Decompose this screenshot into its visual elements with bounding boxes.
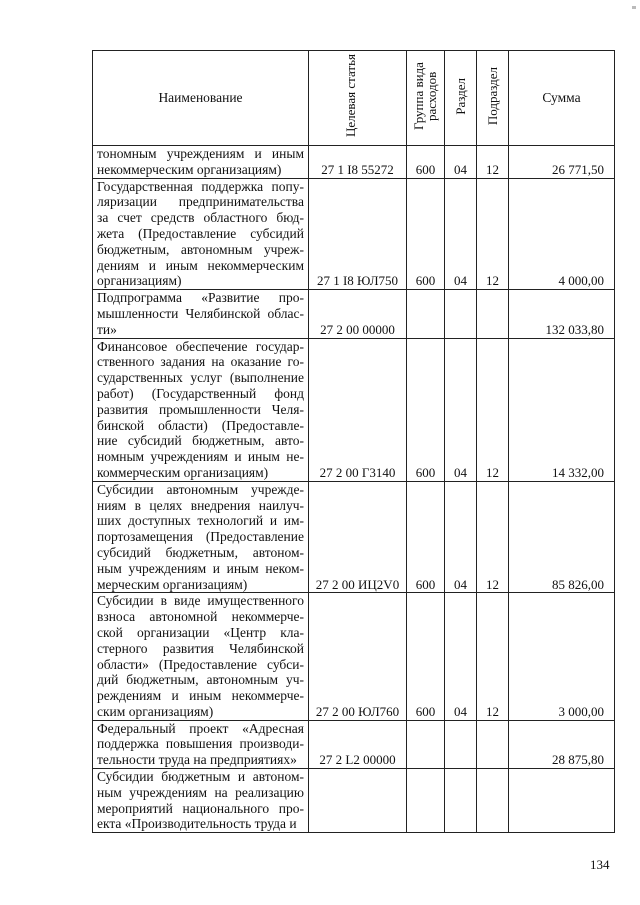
row-sum: 14 332,00 <box>552 464 604 480</box>
row-section: 04 <box>454 464 467 480</box>
header-sum: Сумма <box>509 51 615 146</box>
row-target-article: 27 2 00 Г3140 <box>319 464 396 480</box>
row-name-line: ших доступных технологий и им- <box>97 513 304 529</box>
row-target-article-cell <box>309 290 407 338</box>
header-expense-group: Группа вида расходов <box>407 51 445 146</box>
row-name-line: ственного задания на оказание го- <box>97 354 304 370</box>
row-name-line: мероприятий национального про- <box>97 800 304 816</box>
row-subsection: 12 <box>486 703 499 719</box>
row-name <box>93 481 309 593</box>
row-section-cell <box>445 146 477 179</box>
row-sum-cell <box>509 481 615 593</box>
row-target-article-cell <box>309 178 407 290</box>
row-name-line: Субсидии в виде имущественного <box>97 593 304 609</box>
row-name-line: сударственных услуг (выполнение <box>97 370 304 386</box>
row-name-line: екта «Производительность труда и <box>97 816 297 832</box>
row-expense-group-cell <box>407 146 445 179</box>
row-name-line: Субсидии бюджетным и автоном- <box>97 769 304 785</box>
row-name <box>93 146 309 179</box>
row-name-line: ти» <box>97 321 117 337</box>
row-section-cell <box>445 338 477 481</box>
budget-table <box>92 50 615 833</box>
table-row <box>93 481 615 593</box>
header-section: Раздел <box>445 51 477 146</box>
row-name-line: субсидий бюджетным, автоном- <box>97 544 304 560</box>
row-name-line: ляризации предпринимательства <box>97 194 304 210</box>
row-subsection: 12 <box>486 273 499 289</box>
row-sum: 132 033,80 <box>545 321 604 337</box>
row-subsection: 12 <box>486 576 499 592</box>
row-name <box>93 593 309 720</box>
row-section: 04 <box>454 161 467 177</box>
header-subsection: Подраздел <box>477 51 509 146</box>
page-number: 134 <box>590 857 610 872</box>
row-name-line: коммерческим организациям) <box>97 464 269 480</box>
row-subsection-cell <box>477 481 509 593</box>
row-name-line: дий бюджетным, автономным уч- <box>97 672 304 688</box>
row-name-line: Государственная поддержка попу- <box>97 178 304 194</box>
row-section-cell <box>445 769 477 833</box>
row-name-line: взноса автономной некоммерче- <box>97 609 304 625</box>
row-subsection-cell <box>477 178 509 290</box>
row-name-line: организациям) <box>97 273 182 289</box>
row-subsection: 12 <box>486 161 499 177</box>
table-row <box>93 146 615 179</box>
row-section-cell <box>445 290 477 338</box>
row-section-cell <box>445 481 477 593</box>
table-row <box>93 290 615 338</box>
row-subsection-cell <box>477 720 509 768</box>
row-sum-cell <box>509 178 615 290</box>
row-sum-cell <box>509 769 615 833</box>
row-target-article: 27 2 00 ИЦ2V0 <box>315 576 400 592</box>
row-sum-cell <box>509 593 615 720</box>
row-name <box>93 290 309 338</box>
row-subsection-cell <box>477 769 509 833</box>
table-row <box>93 338 615 481</box>
row-name-line: ным учреждениям и иным неком- <box>97 560 304 576</box>
row-target-article: 27 1 I8 55272 <box>321 161 394 177</box>
row-target-article-cell <box>309 481 407 593</box>
row-expense-group-cell <box>407 593 445 720</box>
row-name-line: области» (Предоставление субси- <box>97 656 304 672</box>
table-row <box>93 593 615 720</box>
row-target-article-cell <box>309 720 407 768</box>
row-sum: 4 000,00 <box>558 273 604 289</box>
row-sum-cell <box>509 290 615 338</box>
row-target-article: 27 2 L2 00000 <box>319 752 396 768</box>
table-header-row <box>93 51 615 146</box>
row-name-line: бюджетным, автономным учреж- <box>97 241 304 257</box>
row-target-article-cell <box>309 769 407 833</box>
row-name-line: дениям и иным некоммерческим <box>97 257 304 273</box>
row-target-article: 27 1 I8 ЮЛ750 <box>316 273 399 289</box>
row-section-cell <box>445 593 477 720</box>
row-name-line: за счет средств областного бюд- <box>97 210 304 226</box>
row-subsection-cell <box>477 338 509 481</box>
row-name-line: жета (Предоставление субсидий <box>97 225 304 241</box>
row-target-article: 27 2 00 00000 <box>320 321 395 337</box>
row-name-line: бинской области) (Предоставле- <box>97 417 304 433</box>
row-name-line: Финансовое обеспечение государ- <box>97 338 304 354</box>
row-expense-group-cell <box>407 178 445 290</box>
row-section-cell <box>445 178 477 290</box>
row-sum: 85 826,00 <box>552 576 604 592</box>
row-name <box>93 178 309 290</box>
row-name-line: поддержка повышения производи- <box>97 736 304 752</box>
row-name <box>93 338 309 481</box>
row-sum: 3 000,00 <box>558 703 604 719</box>
row-name-line: тономным учреждениям и иным <box>97 146 304 161</box>
row-target-article: 27 2 00 ЮЛ760 <box>315 703 400 719</box>
row-target-article-cell <box>309 338 407 481</box>
row-section: 04 <box>454 273 467 289</box>
row-expense-group: 600 <box>415 576 436 592</box>
row-name-line: тельности труда на предприятиях» <box>97 752 297 768</box>
row-name-line: ным учреждениям на реализацию <box>97 784 304 800</box>
row-expense-group: 600 <box>415 161 436 177</box>
row-name-line: ние субсидий бюджетным, авто- <box>97 433 304 449</box>
table-row <box>93 769 615 833</box>
row-name <box>93 769 309 833</box>
row-name-line: Субсидии автономным учрежде- <box>97 481 304 497</box>
row-expense-group: 600 <box>415 273 436 289</box>
row-subsection-cell <box>477 290 509 338</box>
scan-mark <box>632 6 636 9</box>
row-section: 04 <box>454 576 467 592</box>
row-sum: 26 771,50 <box>552 161 604 177</box>
row-expense-group-cell <box>407 720 445 768</box>
row-name-line: стерного развития Челябинской <box>97 640 304 656</box>
row-name-line: Подпрограмма «Развитие про- <box>97 290 304 306</box>
table-body <box>93 146 615 833</box>
row-expense-group: 600 <box>415 703 436 719</box>
row-section-cell <box>445 720 477 768</box>
header-name: Наименование <box>93 51 309 146</box>
row-name-line: развития промышленности Челя- <box>97 401 304 417</box>
row-target-article-cell <box>309 146 407 179</box>
row-name-line: ниям в целях внедрения наилуч- <box>97 497 304 513</box>
row-name-line: Федеральный проект «Адресная <box>97 720 304 736</box>
row-name <box>93 720 309 768</box>
row-name-line: некоммерческим организациям) <box>97 161 282 177</box>
table-row <box>93 720 615 768</box>
row-name-line: номным учреждениям и иным не- <box>97 449 304 465</box>
row-name-line: мерческим организациям) <box>97 576 248 592</box>
row-sum-cell <box>509 338 615 481</box>
row-name-line: мышленности Челябинской облас- <box>97 305 304 321</box>
row-section: 04 <box>454 703 467 719</box>
row-expense-group-cell <box>407 769 445 833</box>
row-name-line: работ) (Государственный фонд <box>97 385 304 401</box>
table-row <box>93 178 615 290</box>
row-sum-cell <box>509 146 615 179</box>
row-name-line: реждениям и иным некоммерче- <box>97 688 304 704</box>
row-subsection: 12 <box>486 464 499 480</box>
row-sum: 28 875,80 <box>552 752 604 768</box>
row-expense-group-cell <box>407 290 445 338</box>
row-expense-group-cell <box>407 338 445 481</box>
row-subsection-cell <box>477 593 509 720</box>
row-expense-group-cell <box>407 481 445 593</box>
row-name-line: ской организации «Центр кла- <box>97 624 304 640</box>
header-target-article: Целевая статья <box>309 51 407 146</box>
row-expense-group: 600 <box>415 464 436 480</box>
row-sum-cell <box>509 720 615 768</box>
row-subsection-cell <box>477 146 509 179</box>
row-name-line: ским организациям) <box>97 703 214 719</box>
row-name-line: портозамещения (Предоставление <box>97 529 304 545</box>
row-target-article-cell <box>309 593 407 720</box>
